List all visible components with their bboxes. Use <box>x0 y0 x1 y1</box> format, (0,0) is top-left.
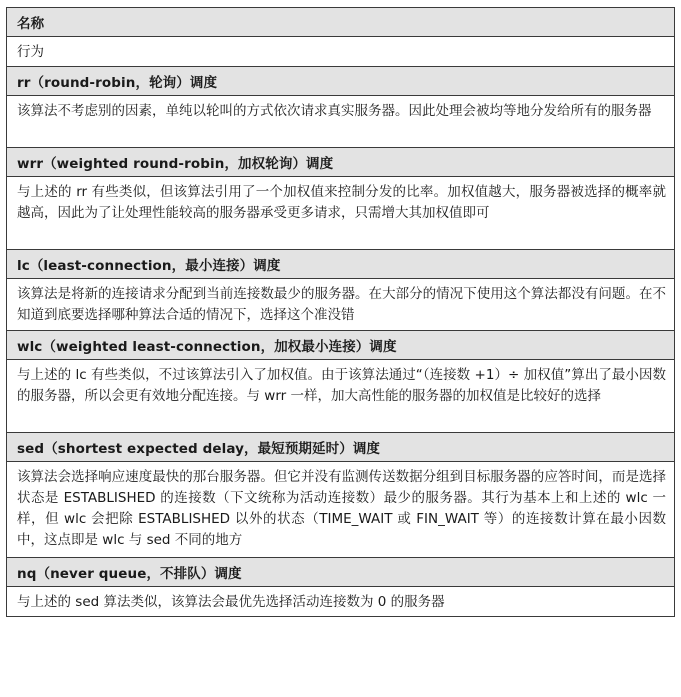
table-header-row <box>7 8 674 37</box>
algorithm-name-row-wlc <box>7 331 674 360</box>
algorithm-name: wlc（weighted least-connection，加权最小连接）调度 <box>17 339 397 355</box>
algorithm-desc: 与上述的 lc 有些类似，不过该算法引入了加权值。由于该算法通过“（连接数 +1）÷ 加权值”算出了最小因数的服务器，所以会更有效地分配连接。与 wrr 一样，加大高性能的服务器的加权值是比较好的选择 <box>17 367 666 404</box>
algorithm-desc-row-sed <box>7 462 674 558</box>
algorithm-desc: 该算法是将新的连接请求分配到当前连接数最少的服务器。在大部分的情况下使用这个算法都没有问题。在不知道到底要选择哪种算法合适的情况下，选择这个准没错 <box>17 286 666 323</box>
scheduling-algorithms-table <box>6 7 675 617</box>
algorithm-desc-row-rr <box>7 96 674 148</box>
algorithm-name: lc（least-connection，最小连接）调度 <box>17 258 281 274</box>
header-desc-cell: 行为 <box>17 44 44 60</box>
table-header-desc-row <box>7 37 674 67</box>
algorithm-desc-row-nq <box>7 587 674 617</box>
algorithm-name-row-lc <box>7 250 674 279</box>
algorithm-desc: 与上述的 sed 算法类似，该算法会最优先选择活动连接数为 0 的服务器 <box>17 594 445 610</box>
algorithm-name-row-nq <box>7 558 674 587</box>
algorithm-name-row-rr <box>7 67 674 96</box>
algorithm-name-row-wrr <box>7 148 674 177</box>
header-name-cell: 名称 <box>17 16 45 32</box>
algorithm-desc-row-wlc <box>7 360 674 433</box>
algorithm-name: sed（shortest expected delay，最短预期延时）调度 <box>17 441 381 457</box>
algorithm-desc-row-wrr <box>7 177 674 250</box>
algorithm-desc: 该算法不考虑别的因素，单纯以轮叫的方式依次请求真实服务器。因此处理会被均等地分发给所有的服务器 <box>17 103 652 119</box>
algorithm-name: rr（round-robin，轮询）调度 <box>17 75 218 91</box>
algorithm-desc-row-lc <box>7 279 674 331</box>
algorithm-name: wrr（weighted round-robin，加权轮询）调度 <box>17 156 334 172</box>
algorithm-name: nq（never queue，不排队）调度 <box>17 566 242 582</box>
algorithm-desc: 该算法会选择响应速度最快的那台服务器。但它并没有监测传送数据分组到目标服务器的应答时间，而是选择状态是 ESTABLISHED 的连接数（下文统称为活动连接数）最少的服务器。其行为基本上和上述的 wlc 一样，但 wlc 会把除 ESTABLISHED 以外的状态（TIME_WAIT 或 FIN_WAIT 等）的连接数计算在最小因数中，这点即是 wlc 与 sed 不同的地方 <box>17 469 666 548</box>
algorithm-desc: 与上述的 rr 有些类似，但该算法引用了一个加权值来控制分发的比率。加权值越大，服务器被选择的概率就越高，因此为了让处理性能较高的服务器承受更多请求，只需增大其加权值即可 <box>17 184 666 221</box>
algorithm-name-row-sed <box>7 433 674 462</box>
